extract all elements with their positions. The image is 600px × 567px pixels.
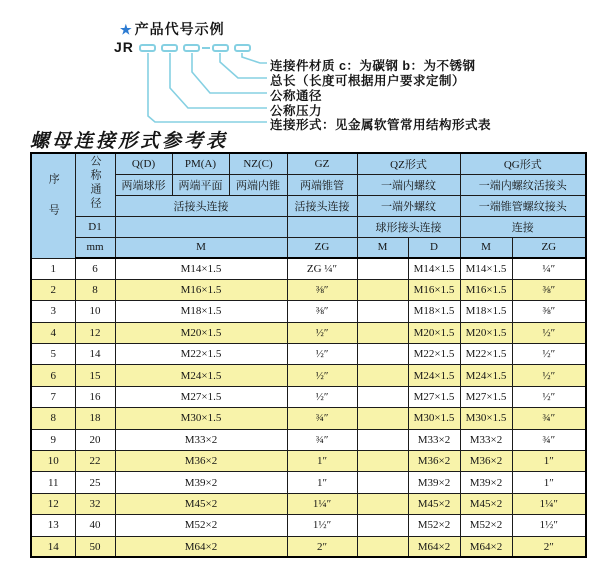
cell-qg-zg: 1″ — [512, 472, 586, 493]
cell-qz-d: M30×1.5 — [408, 408, 460, 429]
header-empty-gz — [287, 216, 357, 237]
header-qz-sub-d: D — [408, 237, 460, 258]
cell-qz-m — [357, 536, 408, 557]
header-desc-q: 两端球形 — [115, 174, 172, 195]
cell-qz-d: M36×2 — [408, 451, 460, 472]
cell-qg-m: M30×1.5 — [460, 408, 512, 429]
cell-qz-d: M24×1.5 — [408, 365, 460, 386]
cell-gz: 1″ — [287, 451, 357, 472]
cell-qg-zg: ½″ — [512, 365, 586, 386]
callout-label-material: 连接件材质 c：为碳钢 b：为不锈钢 — [270, 59, 476, 73]
cell-qz-d: M33×2 — [408, 429, 460, 450]
cell-qg-zg: 2″ — [512, 536, 586, 557]
table-header — [31, 153, 586, 258]
header-code-qg: QG形式 — [460, 153, 586, 174]
cell-gz: ¾″ — [287, 429, 357, 450]
header-desc-qg-1: 一端内螺纹活接头 — [460, 174, 586, 195]
cell-m: M33×2 — [115, 429, 287, 450]
cell-qz-d: M64×2 — [408, 536, 460, 557]
cell-qg-m: M64×2 — [460, 536, 512, 557]
cell-qg-zg: 1¼″ — [512, 493, 586, 514]
cell-gz: ZG ¼″ — [287, 258, 357, 279]
cell-m: M24×1.5 — [115, 365, 287, 386]
cell-seq: 10 — [31, 451, 75, 472]
cell-seq: 9 — [31, 429, 75, 450]
cell-seq: 2 — [31, 279, 75, 300]
header-d1: D1 — [75, 216, 115, 237]
header-desc-qz-2: 一端外螺纹 — [357, 195, 460, 216]
cell-seq: 3 — [31, 301, 75, 322]
cell-qz-m — [357, 344, 408, 365]
cell-seq: 11 — [31, 472, 75, 493]
cell-m: M30×1.5 — [115, 408, 287, 429]
cell-qg-m: M22×1.5 — [460, 344, 512, 365]
table-row — [31, 365, 586, 386]
cell-qz-d: M14×1.5 — [408, 258, 460, 279]
cell-seq: 6 — [31, 365, 75, 386]
header-qg-sub-m: M — [460, 237, 512, 258]
cell-mm: 8 — [75, 279, 115, 300]
cell-seq: 14 — [31, 536, 75, 557]
cell-qg-m: M39×2 — [460, 472, 512, 493]
cell-mm: 10 — [75, 301, 115, 322]
cell-mm: 20 — [75, 429, 115, 450]
cell-m: M22×1.5 — [115, 344, 287, 365]
table-row — [31, 279, 586, 300]
cell-mm: 25 — [75, 472, 115, 493]
header-code-qz: QZ形式 — [357, 153, 460, 174]
cell-m: M52×2 — [115, 515, 287, 536]
header-seq: 序号 — [31, 153, 75, 258]
cell-qz-d: M45×2 — [408, 493, 460, 514]
cell-seq: 5 — [31, 344, 75, 365]
cell-qz-d: M52×2 — [408, 515, 460, 536]
cell-qz-m — [357, 258, 408, 279]
cell-mm: 50 — [75, 536, 115, 557]
header-code-q: Q(D) — [115, 153, 172, 174]
header-desc-gz: 两端锥管 — [287, 174, 357, 195]
cell-qg-m: M33×2 — [460, 429, 512, 450]
cell-qg-m: M16×1.5 — [460, 279, 512, 300]
cell-m: M45×2 — [115, 493, 287, 514]
cell-mm: 14 — [75, 344, 115, 365]
diagram-title — [120, 19, 225, 39]
cell-qz-m — [357, 451, 408, 472]
table-row — [31, 493, 586, 514]
cell-qz-m — [357, 322, 408, 343]
header-union-connect: 活接头连接 — [115, 195, 287, 216]
header-qg-sub-zg: ZG — [512, 237, 586, 258]
table-row — [31, 429, 586, 450]
cell-seq: 1 — [31, 258, 75, 279]
table-title: 螺母连接形式参考表 — [30, 130, 229, 152]
cell-qz-d: M27×1.5 — [408, 386, 460, 407]
code-box-3 — [183, 44, 200, 52]
cell-qz-m — [357, 365, 408, 386]
product-code-prefix: JR — [114, 39, 134, 55]
cell-mm: 22 — [75, 451, 115, 472]
cell-qg-m: M14×1.5 — [460, 258, 512, 279]
code-box-1 — [139, 44, 156, 52]
cell-m: M36×2 — [115, 451, 287, 472]
cell-seq: 4 — [31, 322, 75, 343]
header-desc-nz: 两端内锥 — [229, 174, 287, 195]
cell-qz-m — [357, 408, 408, 429]
callout-label-connection: 连接形式：见金属软管常用结构形式表 — [270, 118, 492, 132]
cell-qz-m — [357, 386, 408, 407]
cell-qg-m: M52×2 — [460, 515, 512, 536]
cell-qz-m — [357, 301, 408, 322]
cell-qg-zg: ⅜″ — [512, 301, 586, 322]
cell-qz-d: M22×1.5 — [408, 344, 460, 365]
cell-seq: 13 — [31, 515, 75, 536]
cell-gz: 1½″ — [287, 515, 357, 536]
cell-qg-m: M24×1.5 — [460, 365, 512, 386]
cell-qz-m — [357, 472, 408, 493]
table-row — [31, 344, 586, 365]
cell-m: M18×1.5 — [115, 301, 287, 322]
cell-m: M14×1.5 — [115, 258, 287, 279]
code-box-5 — [234, 44, 251, 52]
table-body — [31, 258, 586, 557]
cell-m: M64×2 — [115, 536, 287, 557]
cell-gz: ½″ — [287, 322, 357, 343]
cell-qg-zg: ½″ — [512, 322, 586, 343]
cell-m: M27×1.5 — [115, 386, 287, 407]
cell-qg-zg: ¼″ — [512, 258, 586, 279]
header-code-gz: GZ — [287, 153, 357, 174]
cell-qg-zg: ¾″ — [512, 408, 586, 429]
star-icon: ★ — [120, 22, 133, 37]
header-code-nz: NZ(C) — [229, 153, 287, 174]
cell-qg-m: M45×2 — [460, 493, 512, 514]
header-desc-pm: 两端平面 — [172, 174, 229, 195]
table-row — [31, 301, 586, 322]
cell-gz: 1″ — [287, 472, 357, 493]
table-row — [31, 386, 586, 407]
cell-mm: 18 — [75, 408, 115, 429]
header-gz-connect: 活接头连接 — [287, 195, 357, 216]
header-desc-qz-3: 球形接头连接 — [357, 216, 460, 237]
callout-label-diameter: 公称通径 — [270, 89, 323, 103]
header-diameter: 公称通径 — [75, 153, 115, 216]
cell-qz-d: M20×1.5 — [408, 322, 460, 343]
header-code-pm: PM(A) — [172, 153, 229, 174]
header-unit-m: M — [115, 237, 287, 258]
cell-gz: ⅜″ — [287, 301, 357, 322]
cell-qg-m: M27×1.5 — [460, 386, 512, 407]
header-empty-qpn — [115, 216, 287, 237]
cell-gz: ½″ — [287, 386, 357, 407]
code-box-4 — [212, 44, 229, 52]
cell-qg-zg: 1″ — [512, 451, 586, 472]
cell-m: M39×2 — [115, 472, 287, 493]
cell-seq: 7 — [31, 386, 75, 407]
cell-qg-m: M36×2 — [460, 451, 512, 472]
table-row — [31, 322, 586, 343]
cell-gz: 1¼″ — [287, 493, 357, 514]
cell-gz: ⅜″ — [287, 279, 357, 300]
nut-connection-table — [30, 152, 587, 558]
cell-qg-zg: ¾″ — [512, 429, 586, 450]
cell-mm: 32 — [75, 493, 115, 514]
table-row — [31, 536, 586, 557]
cell-mm: 16 — [75, 386, 115, 407]
cell-gz: ½″ — [287, 344, 357, 365]
cell-seq: 12 — [31, 493, 75, 514]
header-desc-qz-1: 一端内螺纹 — [357, 174, 460, 195]
cell-qz-m — [357, 429, 408, 450]
cell-mm: 12 — [75, 322, 115, 343]
cell-qz-d: M39×2 — [408, 472, 460, 493]
header-mm: mm — [75, 237, 115, 258]
table-row — [31, 408, 586, 429]
cell-qg-m: M18×1.5 — [460, 301, 512, 322]
cell-m: M16×1.5 — [115, 279, 287, 300]
callout-label-pressure: 公称压力 — [270, 104, 323, 118]
cell-qg-zg: ½″ — [512, 344, 586, 365]
cell-qg-zg: ⅜″ — [512, 279, 586, 300]
cell-qz-m — [357, 515, 408, 536]
table-row — [31, 515, 586, 536]
cell-gz: 2″ — [287, 536, 357, 557]
cell-m: M20×1.5 — [115, 322, 287, 343]
cell-qg-zg: ½″ — [512, 386, 586, 407]
cell-mm: 15 — [75, 365, 115, 386]
cell-qz-m — [357, 493, 408, 514]
cell-seq: 8 — [31, 408, 75, 429]
header-desc-qg-3: 连接 — [460, 216, 586, 237]
cell-mm: 6 — [75, 258, 115, 279]
callout-label-length: 总长（长度可根据用户要求定制） — [270, 74, 466, 88]
cell-qz-d: M18×1.5 — [408, 301, 460, 322]
table-row — [31, 472, 586, 493]
header-unit-zg: ZG — [287, 237, 357, 258]
table-row — [31, 451, 586, 472]
cell-qz-m — [357, 279, 408, 300]
cell-qg-zg: 1½″ — [512, 515, 586, 536]
header-desc-qg-2: 一端锥管螺纹接头 — [460, 195, 586, 216]
cell-mm: 40 — [75, 515, 115, 536]
cell-qg-m: M20×1.5 — [460, 322, 512, 343]
table-row — [31, 258, 586, 279]
diagram-title-text: 产品代号示例 — [134, 21, 225, 37]
cell-gz: ¾″ — [287, 408, 357, 429]
code-box-2 — [161, 44, 178, 52]
cell-qz-d: M16×1.5 — [408, 279, 460, 300]
header-qz-sub-m: M — [357, 237, 408, 258]
cell-gz: ½″ — [287, 365, 357, 386]
